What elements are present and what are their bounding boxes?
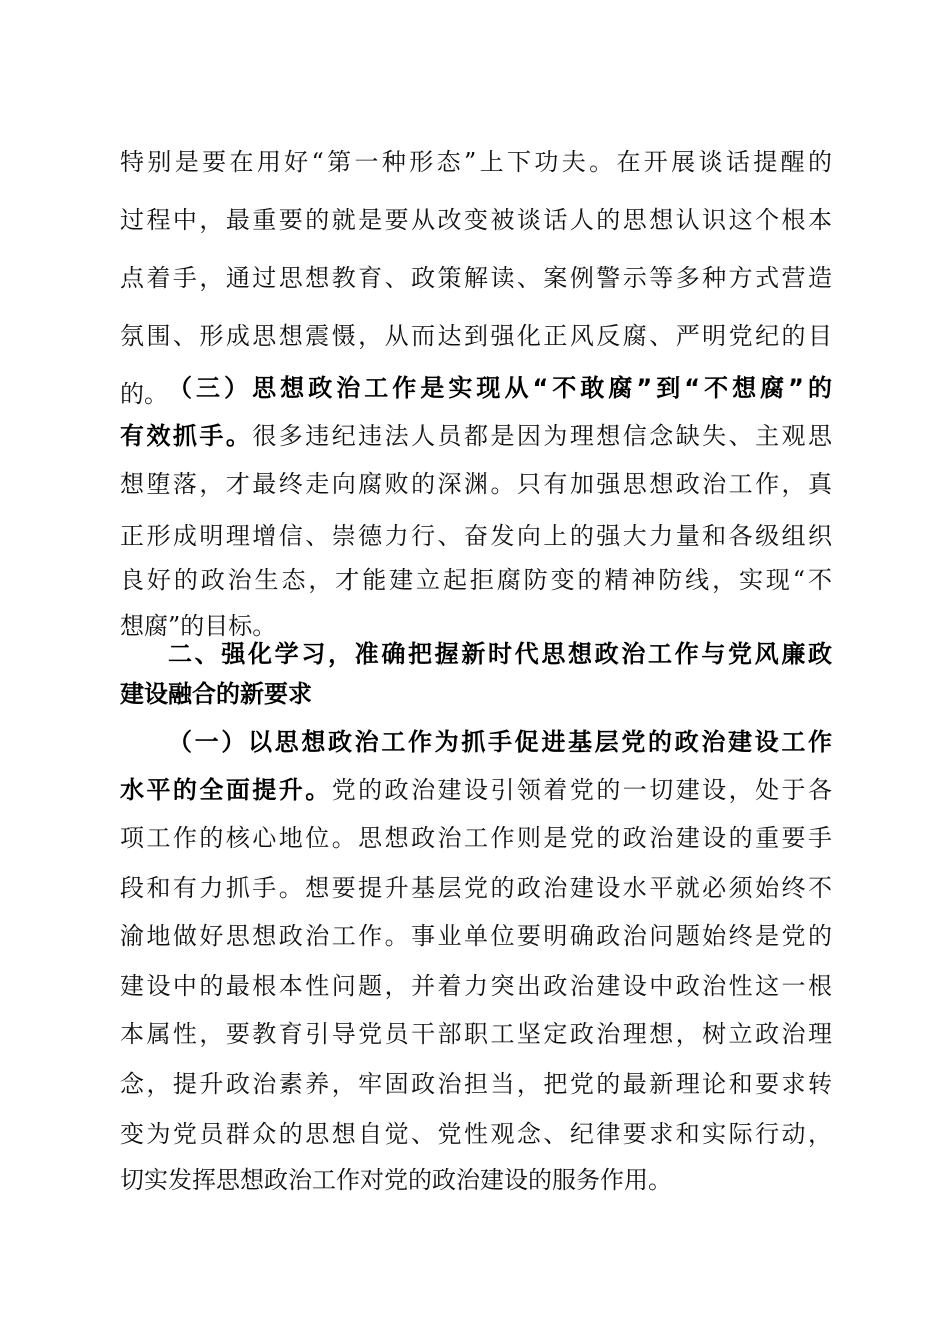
paragraph-line: 点着手，通过思想教育、政策解读、案例警示等多种方式营造 <box>120 264 832 292</box>
paragraph-text: 很多违纪违法人员都是因为理想信念缺失、主观思 <box>252 422 833 450</box>
paragraph-line: 切实发挥思想政治工作对党的政治建设的服务作用。 <box>120 1166 672 1194</box>
paragraph-line: 正形成明理增信、崇德力行、奋发向上的强大力量和各级组织 <box>120 522 832 550</box>
subsection-lead: （三）思想政治工作是实现从“不敢腐”到“不想腐”的 <box>168 374 832 402</box>
section-heading-cont: 建设融合的新要求 <box>120 680 312 708</box>
paragraph-line: 氛围、形成思想震慑，从而达到强化正风反腐、严明党纪的目 <box>120 322 832 350</box>
paragraph-line: 过程中，最重要的就是要从改变被谈话人的思想认识这个根本 <box>120 206 832 234</box>
paragraph-line: 的。 <box>120 380 168 408</box>
subsection-lead-tail: 有效抓手。 <box>120 422 253 450</box>
paragraph-line: 渝地做好思想政治工作。事业单位要明确政治问题始终是党的 <box>120 922 832 950</box>
paragraph-line: 特别是要在用好“第一种形态”上下功夫。在开展谈话提醒的 <box>120 148 832 176</box>
paragraph-line: 段和有力抓手。想要提升基层党的政治建设水平就必须始终不 <box>120 874 832 902</box>
subsection-lead: （一）以思想政治工作为抓手促进基层党的政治建设工作 <box>168 728 832 756</box>
paragraph-line <box>120 770 832 810</box>
paragraph-line: 本属性，要教育引导党员干部职工坚定政治理想，树立政治理 <box>120 1020 832 1048</box>
subsection-lead-tail: 水平的全面提升。 <box>120 776 332 804</box>
paragraph-line: 项工作的核心地位。思想政治工作则是党的政治建设的重要手 <box>120 824 832 852</box>
paragraph-line: 建设中的最根本性问题，并着力突出政治建设中政治性这一根 <box>120 972 832 1000</box>
paragraph-line: 想堕落，才最终走向腐败的深渊。只有加强思想政治工作，真 <box>120 470 832 498</box>
paragraph-line: 良好的政治生态，才能建立起拒腐防变的精神防线，实现“不 <box>120 566 832 594</box>
paragraph-line: 念，提升政治素养，牢固政治担当，把党的最新理论和要求转 <box>120 1070 832 1098</box>
paragraph-line: 想腐”的目标。 <box>120 612 277 640</box>
paragraph-line: 变为党员群众的思想自觉、党性观念、纪律要求和实际行动， <box>120 1120 832 1148</box>
paragraph-line <box>120 416 832 456</box>
section-heading: 二、强化学习，准确把握新时代思想政治工作与党风廉政 <box>168 640 832 668</box>
paragraph-text: 党的政治建设引领着党的一切建设，处于各 <box>331 776 833 804</box>
